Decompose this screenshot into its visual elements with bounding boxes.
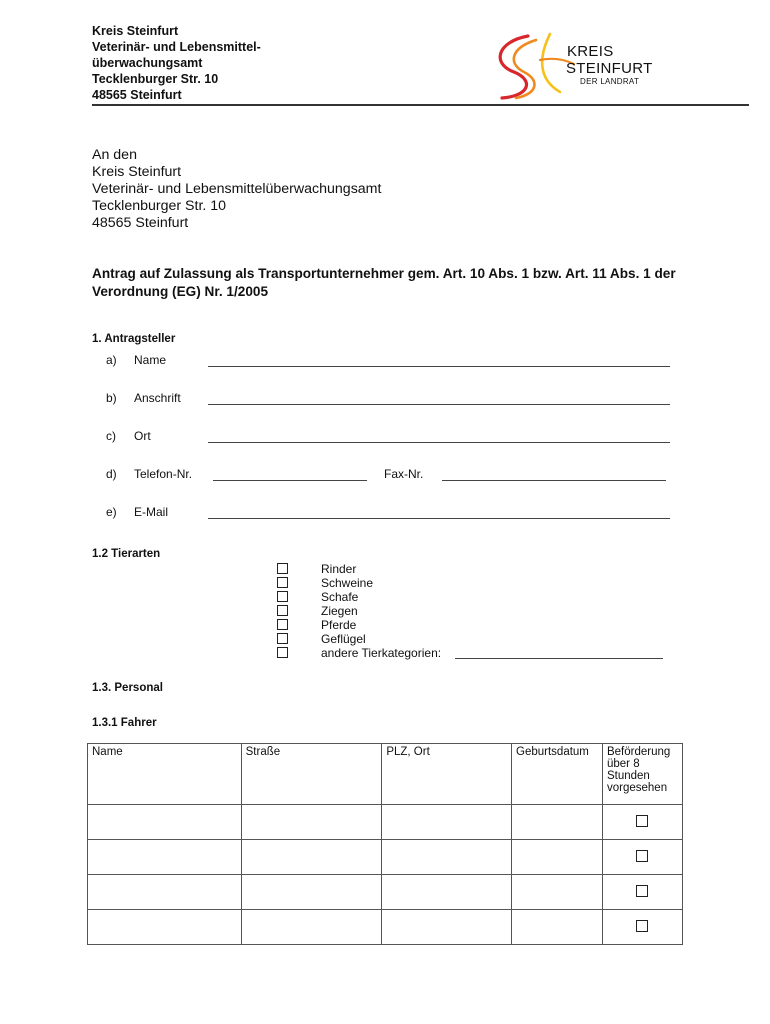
- drivers-table: [87, 743, 683, 945]
- logo-subtitle: DER LANDRAT: [580, 77, 640, 86]
- checkbox-schweine[interactable]: [277, 577, 288, 588]
- form-title: Antrag auf Zulassung als Transportunternehmer gem. Art. 10 Abs. 1 bzw. Art. 11 Abs. 1 der Verordnung (EG) Nr. 1/2005: [92, 266, 676, 299]
- header-divider: [92, 104, 749, 106]
- table-row: [88, 875, 683, 910]
- sender-line-4: Tecklenburger Str. 10: [92, 72, 219, 86]
- col-name: Name: [88, 744, 242, 805]
- species-gefluegel: Geflügel: [321, 632, 366, 646]
- long-transport-checkbox[interactable]: [636, 885, 648, 897]
- logo-word-kreis: KREIS: [567, 43, 614, 60]
- sender-line-3: überwachungsamt: [92, 56, 203, 70]
- cell-zip-city[interactable]: [382, 875, 512, 910]
- checkbox-ziegen[interactable]: [277, 605, 288, 616]
- long-transport-checkbox[interactable]: [636, 815, 648, 827]
- col-zip-city: PLZ, Ort: [382, 744, 512, 805]
- species-ziegen: Ziegen: [321, 604, 358, 618]
- address-input-line[interactable]: [208, 404, 670, 405]
- col-long-transport: Beförderung über 8 Stunden vorgesehen: [602, 744, 682, 805]
- checkbox-gefluegel[interactable]: [277, 633, 288, 644]
- species-andere: andere Tierkategorien:: [321, 646, 442, 660]
- cell-long-transport: [602, 840, 682, 875]
- recipient-address: [92, 147, 381, 232]
- checkbox-andere[interactable]: [277, 647, 288, 658]
- table-row: [88, 840, 683, 875]
- field-email-label: E-Mail: [134, 505, 169, 519]
- city-input-line[interactable]: [208, 442, 670, 443]
- cell-name[interactable]: [88, 910, 242, 945]
- checkbox-rinder[interactable]: [277, 563, 288, 574]
- cell-street[interactable]: [241, 840, 382, 875]
- cell-name[interactable]: [88, 875, 242, 910]
- cell-name[interactable]: [88, 840, 242, 875]
- sender-line-1: Kreis Steinfurt: [92, 24, 179, 38]
- cell-street[interactable]: [241, 805, 382, 840]
- sender-address: [92, 23, 261, 103]
- section-personnel-heading: 1.3. Personal: [92, 682, 163, 694]
- cell-birthdate[interactable]: [512, 840, 603, 875]
- fax-input-line[interactable]: [442, 480, 666, 481]
- field-b-letter: b): [106, 391, 117, 405]
- email-input-line[interactable]: [208, 518, 670, 519]
- logo-word-steinfurt: STEINFURT: [566, 60, 653, 77]
- cell-zip-city[interactable]: [382, 805, 512, 840]
- sender-line-2: Veterinär- und Lebensmittel-: [92, 40, 261, 54]
- other-species-input-line[interactable]: [455, 658, 663, 659]
- field-a-letter: a): [106, 353, 117, 367]
- section-species-heading: 1.2 Tierarten: [92, 548, 161, 560]
- cell-birthdate[interactable]: [512, 875, 603, 910]
- cell-name[interactable]: [88, 805, 242, 840]
- field-city-label: Ort: [134, 429, 151, 443]
- cell-street[interactable]: [241, 875, 382, 910]
- cell-birthdate[interactable]: [512, 805, 603, 840]
- section-drivers-heading: 1.3.1 Fahrer: [92, 717, 157, 729]
- recipient-line-1: An den: [92, 147, 137, 163]
- col-birthdate: Geburtsdatum: [512, 744, 603, 805]
- species-rinder: Rinder: [321, 562, 357, 576]
- field-d-letter: d): [106, 467, 117, 481]
- section-applicant-heading: 1. Antragsteller: [92, 333, 176, 345]
- phone-input-line[interactable]: [213, 480, 367, 481]
- cell-long-transport: [602, 805, 682, 840]
- long-transport-checkbox[interactable]: [636, 850, 648, 862]
- checkbox-schafe[interactable]: [277, 591, 288, 602]
- species-schweine: Schweine: [321, 576, 374, 590]
- field-name-label: Name: [134, 353, 167, 367]
- checkbox-pferde[interactable]: [277, 619, 288, 630]
- recipient-line-4: Tecklenburger Str. 10: [92, 198, 227, 214]
- drivers-table-header: [88, 744, 683, 805]
- long-transport-checkbox[interactable]: [636, 920, 648, 932]
- field-fax-label: Fax-Nr.: [384, 467, 424, 481]
- table-row: [88, 910, 683, 945]
- cell-birthdate[interactable]: [512, 910, 603, 945]
- recipient-line-5: 48565 Steinfurt: [92, 215, 189, 231]
- logo-swoosh-yellow: [542, 34, 560, 92]
- table-row: [88, 805, 683, 840]
- recipient-line-2: Kreis Steinfurt: [92, 164, 182, 180]
- species-schafe: Schafe: [321, 590, 359, 604]
- species-pferde: Pferde: [321, 618, 357, 632]
- cell-street[interactable]: [241, 910, 382, 945]
- name-input-line[interactable]: [208, 366, 670, 367]
- field-phone-label: Telefon-Nr.: [134, 467, 193, 481]
- cell-long-transport: [602, 875, 682, 910]
- field-c-letter: c): [106, 429, 116, 443]
- field-address-label: Anschrift: [134, 391, 181, 405]
- sender-line-5: 48565 Steinfurt: [92, 88, 182, 102]
- cell-long-transport: [602, 910, 682, 945]
- col-street: Straße: [241, 744, 382, 805]
- recipient-line-3: Veterinär- und Lebensmittelüberwachungsamt: [92, 181, 382, 197]
- cell-zip-city[interactable]: [382, 840, 512, 875]
- cell-zip-city[interactable]: [382, 910, 512, 945]
- field-e-letter: e): [106, 505, 117, 519]
